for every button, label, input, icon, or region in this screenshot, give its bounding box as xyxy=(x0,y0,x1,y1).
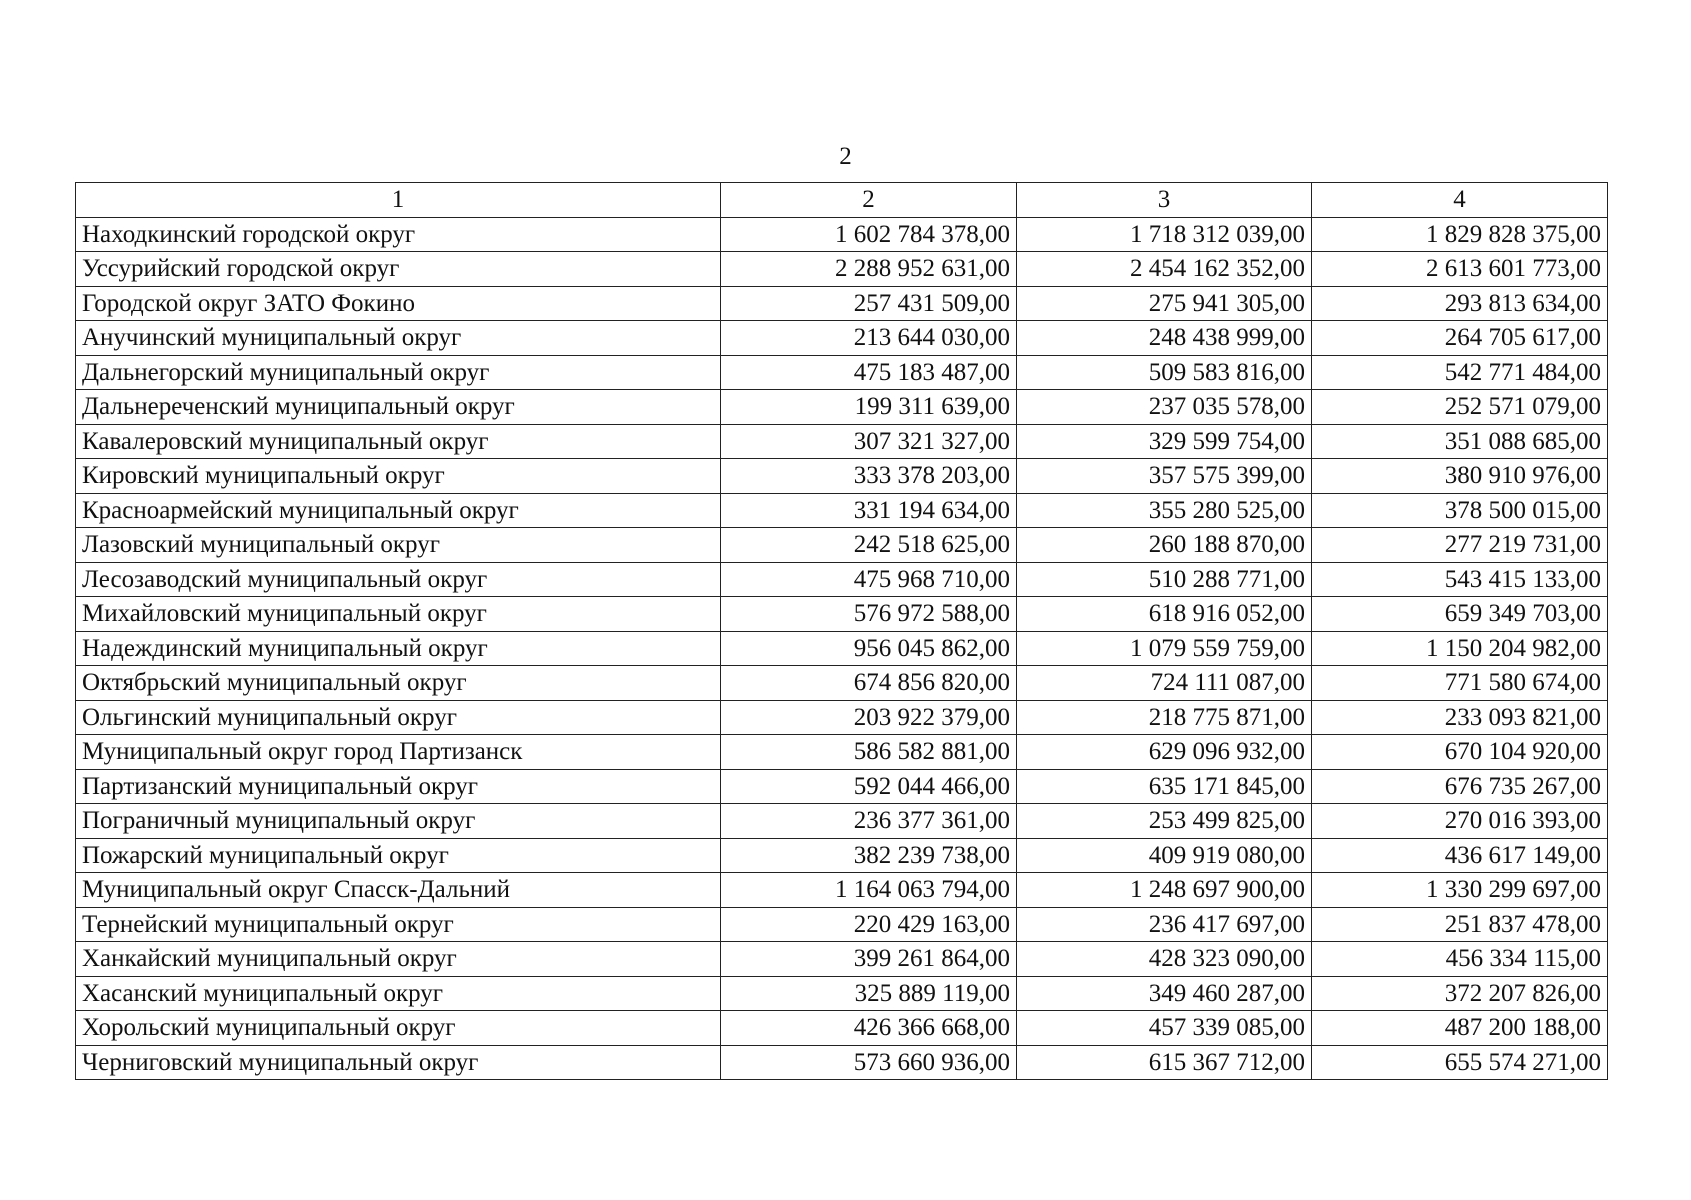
municipality-name-cell: Хорольский муниципальный округ xyxy=(76,1011,721,1046)
table-row xyxy=(76,252,1608,287)
value-column-3-cell: 635 171 845,00 xyxy=(1017,769,1312,804)
value-column-2-cell: 331 194 634,00 xyxy=(721,493,1017,528)
value-column-2-cell: 213 644 030,00 xyxy=(721,321,1017,356)
value-column-3-cell: 248 438 999,00 xyxy=(1017,321,1312,356)
municipality-name-cell: Пожарский муниципальный округ xyxy=(76,838,721,873)
municipality-name-cell: Ханкайский муниципальный округ xyxy=(76,942,721,977)
table-row xyxy=(76,666,1608,701)
budget-table xyxy=(75,182,1608,1080)
municipality-name-cell: Муниципальный округ город Партизанск xyxy=(76,735,721,770)
table-row xyxy=(76,562,1608,597)
table-row xyxy=(76,459,1608,494)
value-column-3-cell: 349 460 287,00 xyxy=(1017,976,1312,1011)
value-column-3-cell: 1 248 697 900,00 xyxy=(1017,873,1312,908)
value-column-2-cell: 576 972 588,00 xyxy=(721,597,1017,632)
value-column-4-cell: 270 016 393,00 xyxy=(1312,804,1608,839)
value-column-3-cell: 629 096 932,00 xyxy=(1017,735,1312,770)
table-row xyxy=(76,1045,1608,1080)
column-header-4: 4 xyxy=(1312,183,1608,218)
municipality-name-cell: Ольгинский муниципальный округ xyxy=(76,700,721,735)
value-column-2-cell: 242 518 625,00 xyxy=(721,528,1017,563)
value-column-2-cell: 399 261 864,00 xyxy=(721,942,1017,977)
value-column-4-cell: 251 837 478,00 xyxy=(1312,907,1608,942)
table-row xyxy=(76,390,1608,425)
value-column-3-cell: 615 367 712,00 xyxy=(1017,1045,1312,1080)
municipality-name-cell: Октябрьский муниципальный округ xyxy=(76,666,721,701)
value-column-2-cell: 1 602 784 378,00 xyxy=(721,217,1017,252)
value-column-4-cell: 670 104 920,00 xyxy=(1312,735,1608,770)
table-body xyxy=(76,217,1608,1080)
value-column-3-cell: 2 454 162 352,00 xyxy=(1017,252,1312,287)
value-column-4-cell: 293 813 634,00 xyxy=(1312,286,1608,321)
municipality-name-cell: Кавалеровский муниципальный округ xyxy=(76,424,721,459)
table-row xyxy=(76,942,1608,977)
value-column-4-cell: 378 500 015,00 xyxy=(1312,493,1608,528)
table-header xyxy=(76,183,1608,218)
value-column-3-cell: 236 417 697,00 xyxy=(1017,907,1312,942)
value-column-4-cell: 351 088 685,00 xyxy=(1312,424,1608,459)
value-column-4-cell: 372 207 826,00 xyxy=(1312,976,1608,1011)
value-column-4-cell: 2 613 601 773,00 xyxy=(1312,252,1608,287)
table-row xyxy=(76,321,1608,356)
value-column-4-cell: 487 200 188,00 xyxy=(1312,1011,1608,1046)
value-column-4-cell: 542 771 484,00 xyxy=(1312,355,1608,390)
table-row xyxy=(76,907,1608,942)
column-header-2: 2 xyxy=(721,183,1017,218)
value-column-4-cell: 655 574 271,00 xyxy=(1312,1045,1608,1080)
municipality-name-cell: Партизанский муниципальный округ xyxy=(76,769,721,804)
table-row xyxy=(76,493,1608,528)
table-row xyxy=(76,631,1608,666)
table-row xyxy=(76,873,1608,908)
municipality-name-cell: Тернейский муниципальный округ xyxy=(76,907,721,942)
value-column-3-cell: 357 575 399,00 xyxy=(1017,459,1312,494)
value-column-3-cell: 409 919 080,00 xyxy=(1017,838,1312,873)
value-column-3-cell: 218 775 871,00 xyxy=(1017,700,1312,735)
value-column-3-cell: 1 079 559 759,00 xyxy=(1017,631,1312,666)
value-column-2-cell: 199 311 639,00 xyxy=(721,390,1017,425)
municipality-name-cell: Кировский муниципальный округ xyxy=(76,459,721,494)
value-column-4-cell: 252 571 079,00 xyxy=(1312,390,1608,425)
page-number: 2 xyxy=(839,143,852,170)
municipality-name-cell: Дальнереченский муниципальный округ xyxy=(76,390,721,425)
table-row xyxy=(76,1011,1608,1046)
municipality-name-cell: Пограничный муниципальный округ xyxy=(76,804,721,839)
column-header-1: 1 xyxy=(76,183,721,218)
table-row xyxy=(76,286,1608,321)
value-column-2-cell: 674 856 820,00 xyxy=(721,666,1017,701)
value-column-4-cell: 543 415 133,00 xyxy=(1312,562,1608,597)
table-row xyxy=(76,700,1608,735)
header-row xyxy=(76,183,1608,218)
municipality-name-cell: Хасанский муниципальный округ xyxy=(76,976,721,1011)
value-column-2-cell: 236 377 361,00 xyxy=(721,804,1017,839)
value-column-2-cell: 475 183 487,00 xyxy=(721,355,1017,390)
table-row xyxy=(76,976,1608,1011)
value-column-3-cell: 1 718 312 039,00 xyxy=(1017,217,1312,252)
value-column-4-cell: 233 093 821,00 xyxy=(1312,700,1608,735)
value-column-4-cell: 1 150 204 982,00 xyxy=(1312,631,1608,666)
value-column-2-cell: 2 288 952 631,00 xyxy=(721,252,1017,287)
column-header-3: 3 xyxy=(1017,183,1312,218)
municipality-name-cell: Лесозаводский муниципальный округ xyxy=(76,562,721,597)
municipality-name-cell: Михайловский муниципальный округ xyxy=(76,597,721,632)
value-column-3-cell: 355 280 525,00 xyxy=(1017,493,1312,528)
table-row xyxy=(76,355,1608,390)
table-row xyxy=(76,838,1608,873)
value-column-3-cell: 329 599 754,00 xyxy=(1017,424,1312,459)
value-column-2-cell: 257 431 509,00 xyxy=(721,286,1017,321)
value-column-4-cell: 1 829 828 375,00 xyxy=(1312,217,1608,252)
table-row xyxy=(76,769,1608,804)
value-column-2-cell: 573 660 936,00 xyxy=(721,1045,1017,1080)
value-column-3-cell: 618 916 052,00 xyxy=(1017,597,1312,632)
table-row xyxy=(76,597,1608,632)
value-column-3-cell: 275 941 305,00 xyxy=(1017,286,1312,321)
value-column-4-cell: 380 910 976,00 xyxy=(1312,459,1608,494)
value-column-4-cell: 659 349 703,00 xyxy=(1312,597,1608,632)
value-column-2-cell: 426 366 668,00 xyxy=(721,1011,1017,1046)
value-column-4-cell: 771 580 674,00 xyxy=(1312,666,1608,701)
table-row xyxy=(76,804,1608,839)
municipality-name-cell: Находкинский городской округ xyxy=(76,217,721,252)
municipality-name-cell: Анучинский муниципальный округ xyxy=(76,321,721,356)
value-column-2-cell: 203 922 379,00 xyxy=(721,700,1017,735)
value-column-4-cell: 277 219 731,00 xyxy=(1312,528,1608,563)
value-column-2-cell: 333 378 203,00 xyxy=(721,459,1017,494)
municipality-name-cell: Дальнегорский муниципальный округ xyxy=(76,355,721,390)
value-column-2-cell: 586 582 881,00 xyxy=(721,735,1017,770)
table-row xyxy=(76,735,1608,770)
municipality-name-cell: Лазовский муниципальный округ xyxy=(76,528,721,563)
value-column-4-cell: 264 705 617,00 xyxy=(1312,321,1608,356)
value-column-2-cell: 220 429 163,00 xyxy=(721,907,1017,942)
municipality-name-cell: Надеждинский муниципальный округ xyxy=(76,631,721,666)
municipality-name-cell: Городской округ ЗАТО Фокино xyxy=(76,286,721,321)
value-column-4-cell: 436 617 149,00 xyxy=(1312,838,1608,873)
value-column-3-cell: 509 583 816,00 xyxy=(1017,355,1312,390)
municipality-name-cell: Муниципальный округ Спасск-Дальний xyxy=(76,873,721,908)
table-row xyxy=(76,424,1608,459)
value-column-2-cell: 325 889 119,00 xyxy=(721,976,1017,1011)
value-column-3-cell: 428 323 090,00 xyxy=(1017,942,1312,977)
table-row xyxy=(76,217,1608,252)
value-column-3-cell: 237 035 578,00 xyxy=(1017,390,1312,425)
value-column-3-cell: 724 111 087,00 xyxy=(1017,666,1312,701)
value-column-2-cell: 475 968 710,00 xyxy=(721,562,1017,597)
municipality-name-cell: Черниговский муниципальный округ xyxy=(76,1045,721,1080)
value-column-3-cell: 510 288 771,00 xyxy=(1017,562,1312,597)
value-column-3-cell: 253 499 825,00 xyxy=(1017,804,1312,839)
value-column-3-cell: 260 188 870,00 xyxy=(1017,528,1312,563)
value-column-2-cell: 307 321 327,00 xyxy=(721,424,1017,459)
value-column-4-cell: 1 330 299 697,00 xyxy=(1312,873,1608,908)
municipality-name-cell: Красноармейский муниципальный округ xyxy=(76,493,721,528)
value-column-2-cell: 1 164 063 794,00 xyxy=(721,873,1017,908)
value-column-4-cell: 676 735 267,00 xyxy=(1312,769,1608,804)
value-column-2-cell: 592 044 466,00 xyxy=(721,769,1017,804)
value-column-2-cell: 956 045 862,00 xyxy=(721,631,1017,666)
value-column-3-cell: 457 339 085,00 xyxy=(1017,1011,1312,1046)
value-column-4-cell: 456 334 115,00 xyxy=(1312,942,1608,977)
municipality-name-cell: Уссурийский городской округ xyxy=(76,252,721,287)
value-column-2-cell: 382 239 738,00 xyxy=(721,838,1017,873)
table-row xyxy=(76,528,1608,563)
